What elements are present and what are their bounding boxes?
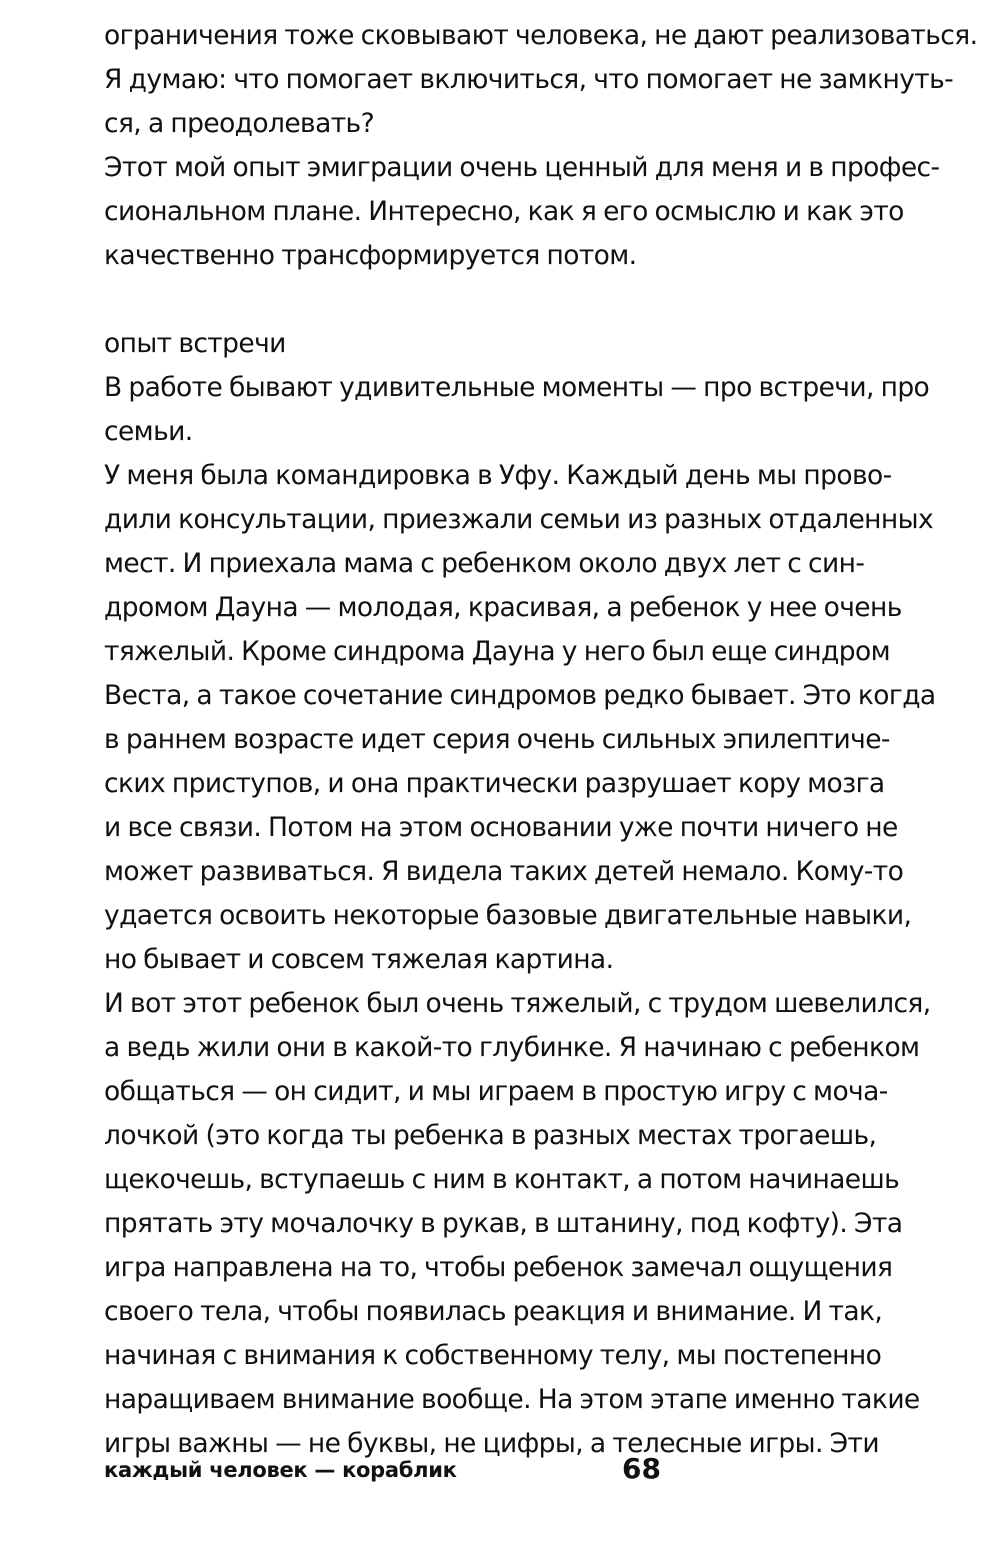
text-line: прятать эту мочалочку в рукав, в штанину, под кофту). Эта (104, 1208, 903, 1239)
text-line: дили консультации, приезжали семьи из разных отдаленных (104, 504, 934, 535)
text-line: сиональном плане. Интересно, как я его осмыслю и как это (104, 196, 904, 227)
text-line: качественно трансформируется потом. (104, 240, 637, 271)
paragraph (104, 454, 936, 982)
text-line: ограничения тоже сковывают человека, не дают реализоваться. (104, 20, 978, 51)
paragraph (104, 982, 931, 1466)
text-line: в раннем возрасте идет серия очень сильных эпилептиче- (104, 724, 890, 755)
text-line: лочкой (это когда ты ребенка в разных местах трогаешь, (104, 1120, 877, 1151)
text-line: семьи. (104, 416, 193, 447)
text-line: и все связи. Потом на этом основании уже почти ничего не (104, 812, 898, 843)
text-line: В работе бывают удивительные моменты — про встречи, про (104, 372, 930, 403)
text-line: начиная с внимания к собственному телу, мы постепенно (104, 1340, 882, 1371)
paragraph (104, 14, 978, 146)
paragraph (104, 366, 930, 454)
section-gap (104, 278, 924, 322)
text-line: общаться — он сидит, и мы играем в простую игру с моча- (104, 1076, 888, 1107)
body-text (104, 14, 978, 1466)
text-line: И вот этот ребенок был очень тяжелый, с трудом шевелился, (104, 988, 931, 1019)
text-line: а ведь жили они в какой-то глубинке. Я начинаю с ребенком (104, 1032, 920, 1063)
text-line: Я думаю: что помогает включиться, что помогает не замкнуть- (104, 64, 954, 95)
section-heading: опыт встречи (104, 328, 286, 359)
text-line: щекочешь, вступаешь с ним в контакт, а потом начинаешь (104, 1164, 900, 1195)
text-line: наращиваем внимание вообще. На этом этапе именно такие (104, 1384, 920, 1415)
text-line: игры важны — не буквы, не цифры, а телесные игры. Эти (104, 1428, 879, 1459)
footer-book-title: каждый человек — кораблик (104, 1458, 457, 1482)
text-line: Веста, а такое сочетание синдромов редко бывает. Это когда (104, 680, 936, 711)
paragraph (104, 146, 940, 278)
text-line: может развиваться. Я видела таких детей немало. Кому-то (104, 856, 904, 887)
text-line: но бывает и совсем тяжелая картина. (104, 944, 614, 975)
text-line: Этот мой опыт эмиграции очень ценный для меня и в профес- (104, 152, 940, 183)
text-line: У меня была командировка в Уфу. Каждый день мы прово- (104, 460, 892, 491)
text-line: игра направлена на то, чтобы ребенок замечал ощущения (104, 1252, 893, 1283)
text-line: ских приступов, и она практически разрушает кору мозга (104, 768, 885, 799)
text-line: мест. И приехала мама с ребенком около двух лет с син- (104, 548, 865, 579)
text-line: своего тела, чтобы появилась реакция и внимание. И так, (104, 1296, 883, 1327)
page-number: 68 (622, 1452, 661, 1485)
text-line: удается освоить некоторые базовые двигательные навыки, (104, 900, 912, 931)
text-line: ся, а преодолевать? (104, 108, 375, 139)
text-line: тяжелый. Кроме синдрома Дауна у него был еще синдром (104, 636, 890, 667)
text-line: дромом Дауна — молодая, красивая, а ребенок у нее очень (104, 592, 902, 623)
